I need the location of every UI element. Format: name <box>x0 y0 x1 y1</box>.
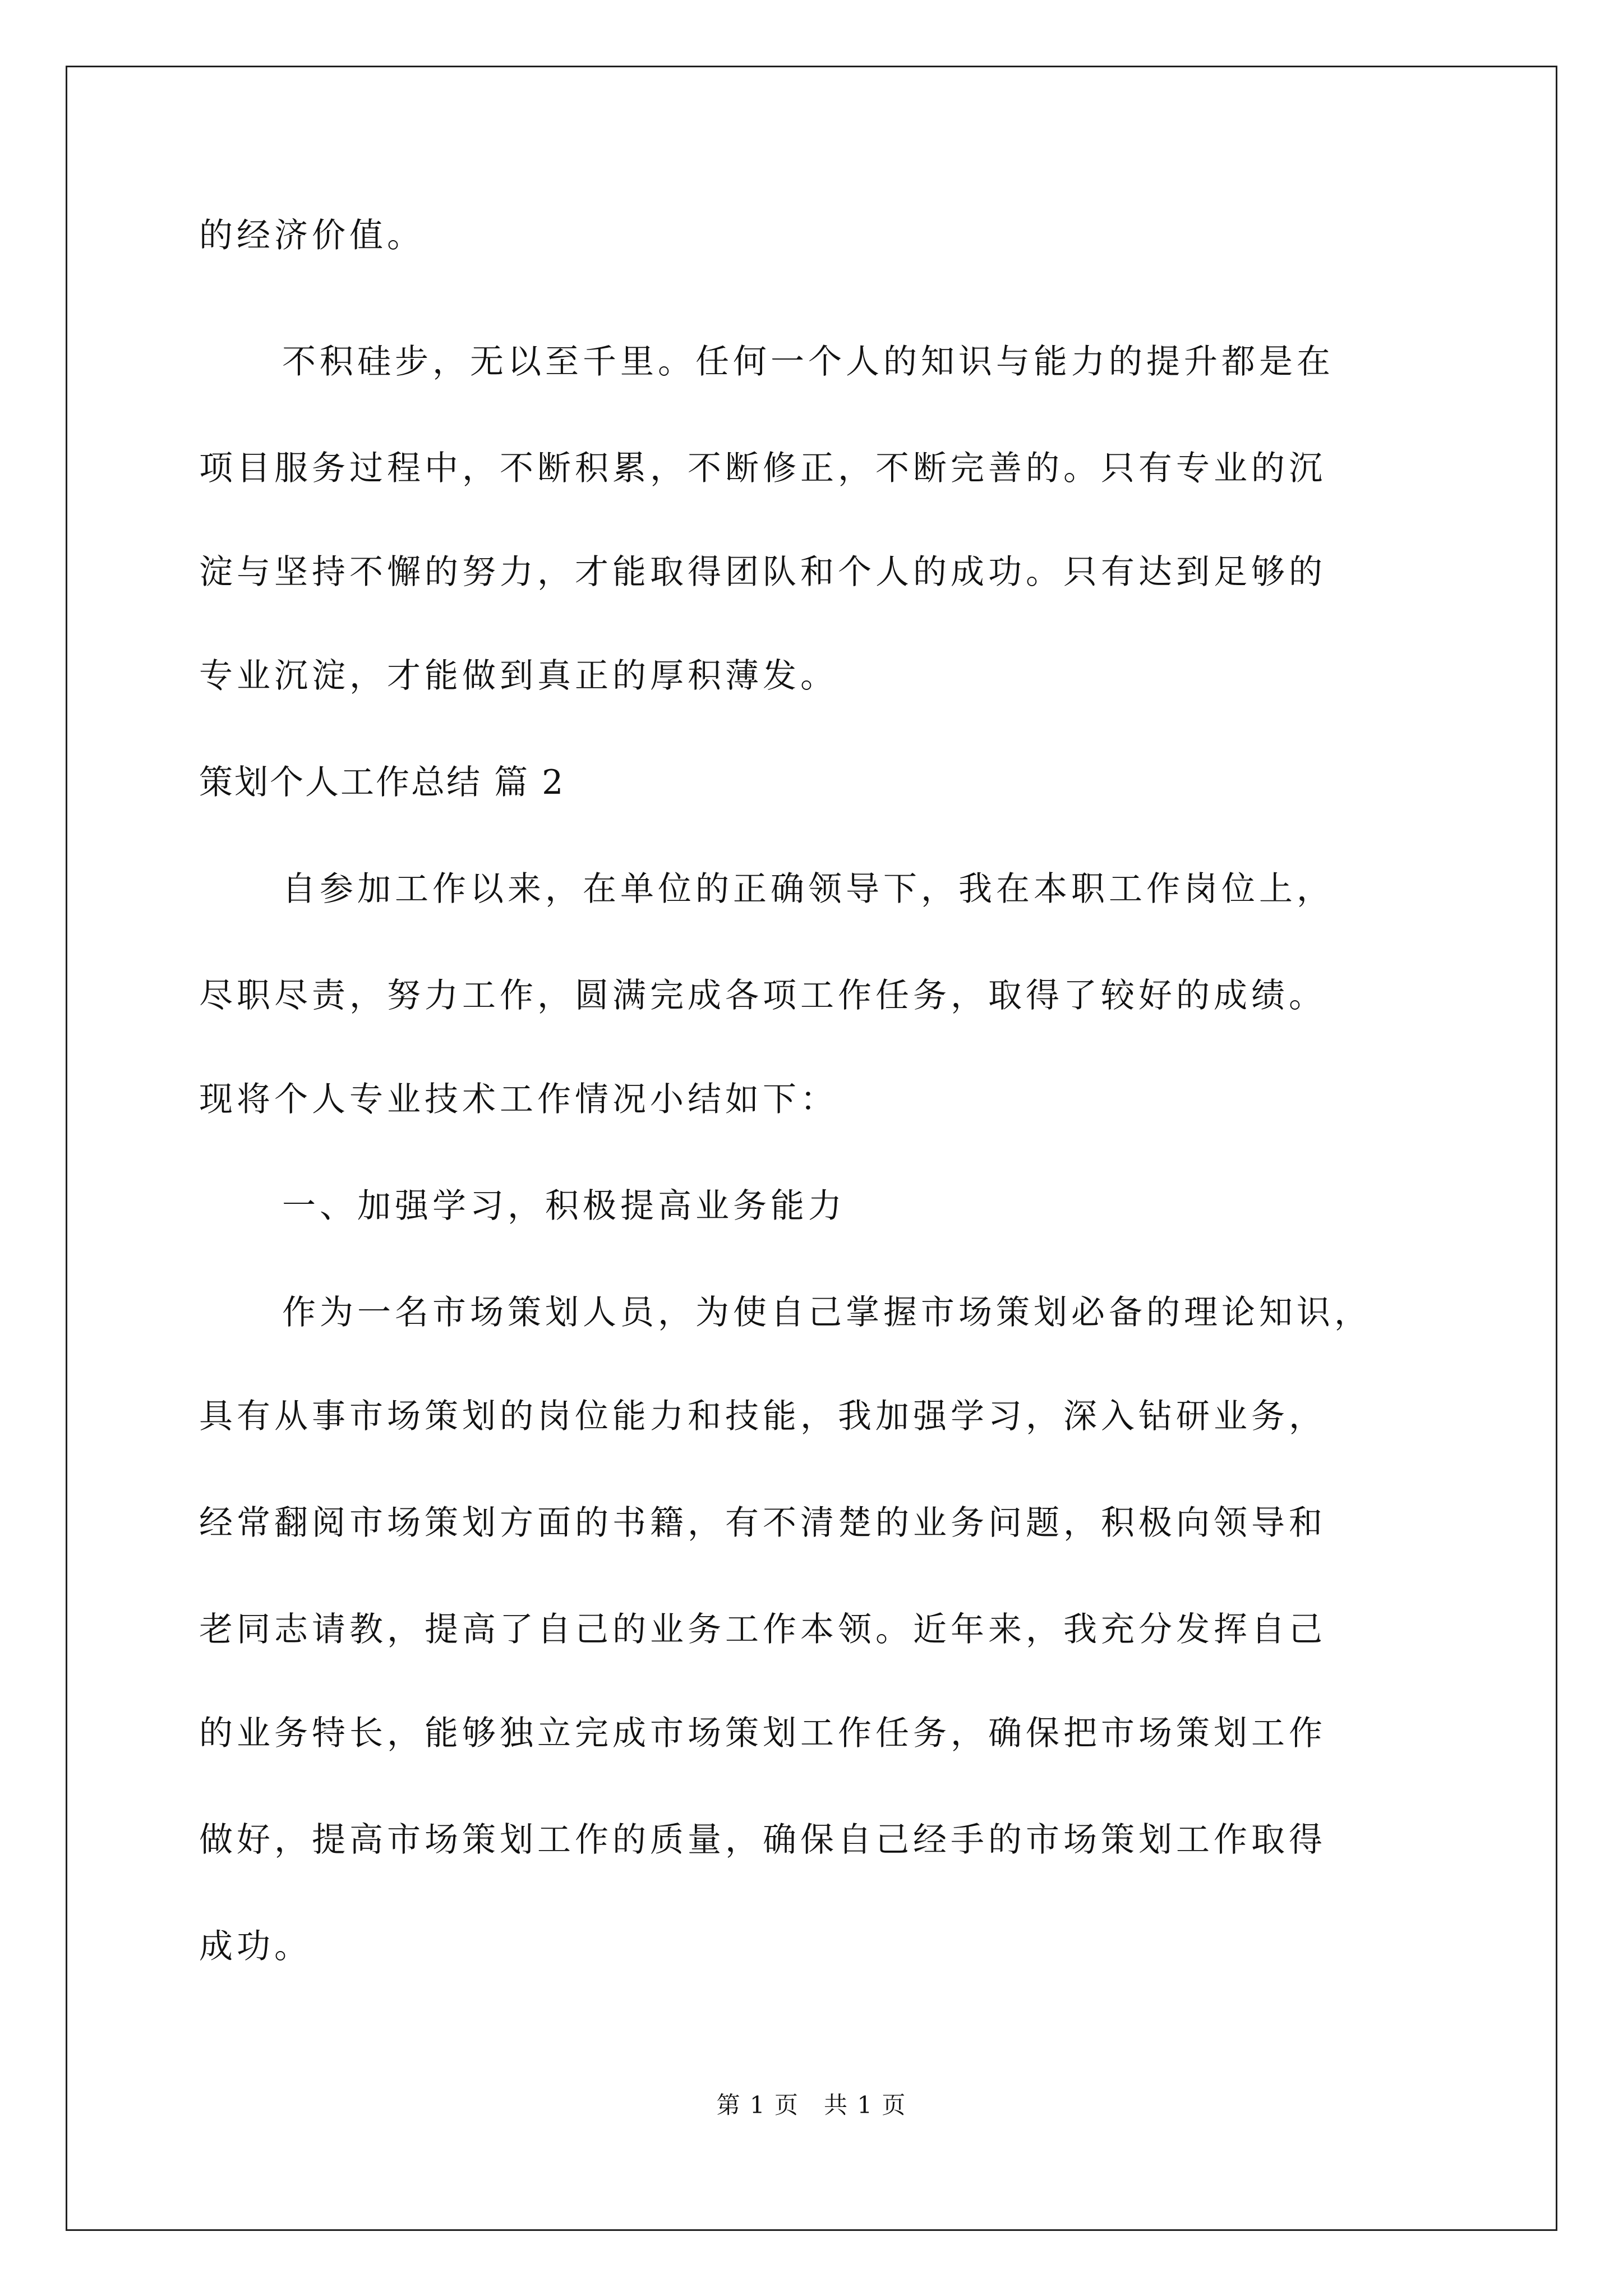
body-text-line: 具有从事市场策划的岗位能力和技能，我加强学习，深入钻研业务， <box>199 1397 1326 1436</box>
body-text-line: 现将个人专业技术工作情况小结如下： <box>199 1080 838 1119</box>
body-text-line: 成功。 <box>199 1927 312 1966</box>
body-text-line: 的业务特长，能够独立完成市场策划工作任务，确保把市场策划工作 <box>199 1714 1326 1753</box>
body-text-line: 做好，提高市场策划工作的质量，确保自己经手的市场策划工作取得 <box>199 1820 1326 1860</box>
section-heading: 策划个人工作总结 篇 2 <box>199 763 565 802</box>
body-text-line: 的经济价值。 <box>199 216 425 255</box>
body-text-line: 作为一名市场策划人员，为使自己掌握市场策划必备的理论知识， <box>282 1293 1372 1332</box>
page-footer: 第 1 页 共 1 页 <box>716 2091 907 2119</box>
body-text-line: 尽职尽责，努力工作，圆满完成各项工作任务，取得了较好的成绩。 <box>199 976 1326 1015</box>
subsection-heading: 一、加强学习，积极提高业务能力 <box>282 1186 846 1226</box>
body-text-line: 不积硅步，无以至千里。任何一个人的知识与能力的提升都是在 <box>282 342 1334 381</box>
body-text-line: 专业沉淀，才能做到真正的厚积薄发。 <box>199 656 838 696</box>
body-text-line: 项目服务过程中，不断积累，不断修正，不断完善的。只有专业的沉 <box>199 449 1326 488</box>
body-text-line: 自参加工作以来，在单位的正确领导下，我在本职工作岗位上， <box>282 869 1334 909</box>
page-border <box>66 66 1557 2231</box>
body-text-line: 经常翻阅市场策划方面的书籍，有不清楚的业务问题，积极向领导和 <box>199 1503 1326 1543</box>
body-text-line: 老同志请教，提高了自己的业务工作本领。近年来，我充分发挥自己 <box>199 1610 1326 1649</box>
body-text-line: 淀与坚持不懈的努力，才能取得团队和个人的成功。只有达到足够的 <box>199 553 1326 592</box>
